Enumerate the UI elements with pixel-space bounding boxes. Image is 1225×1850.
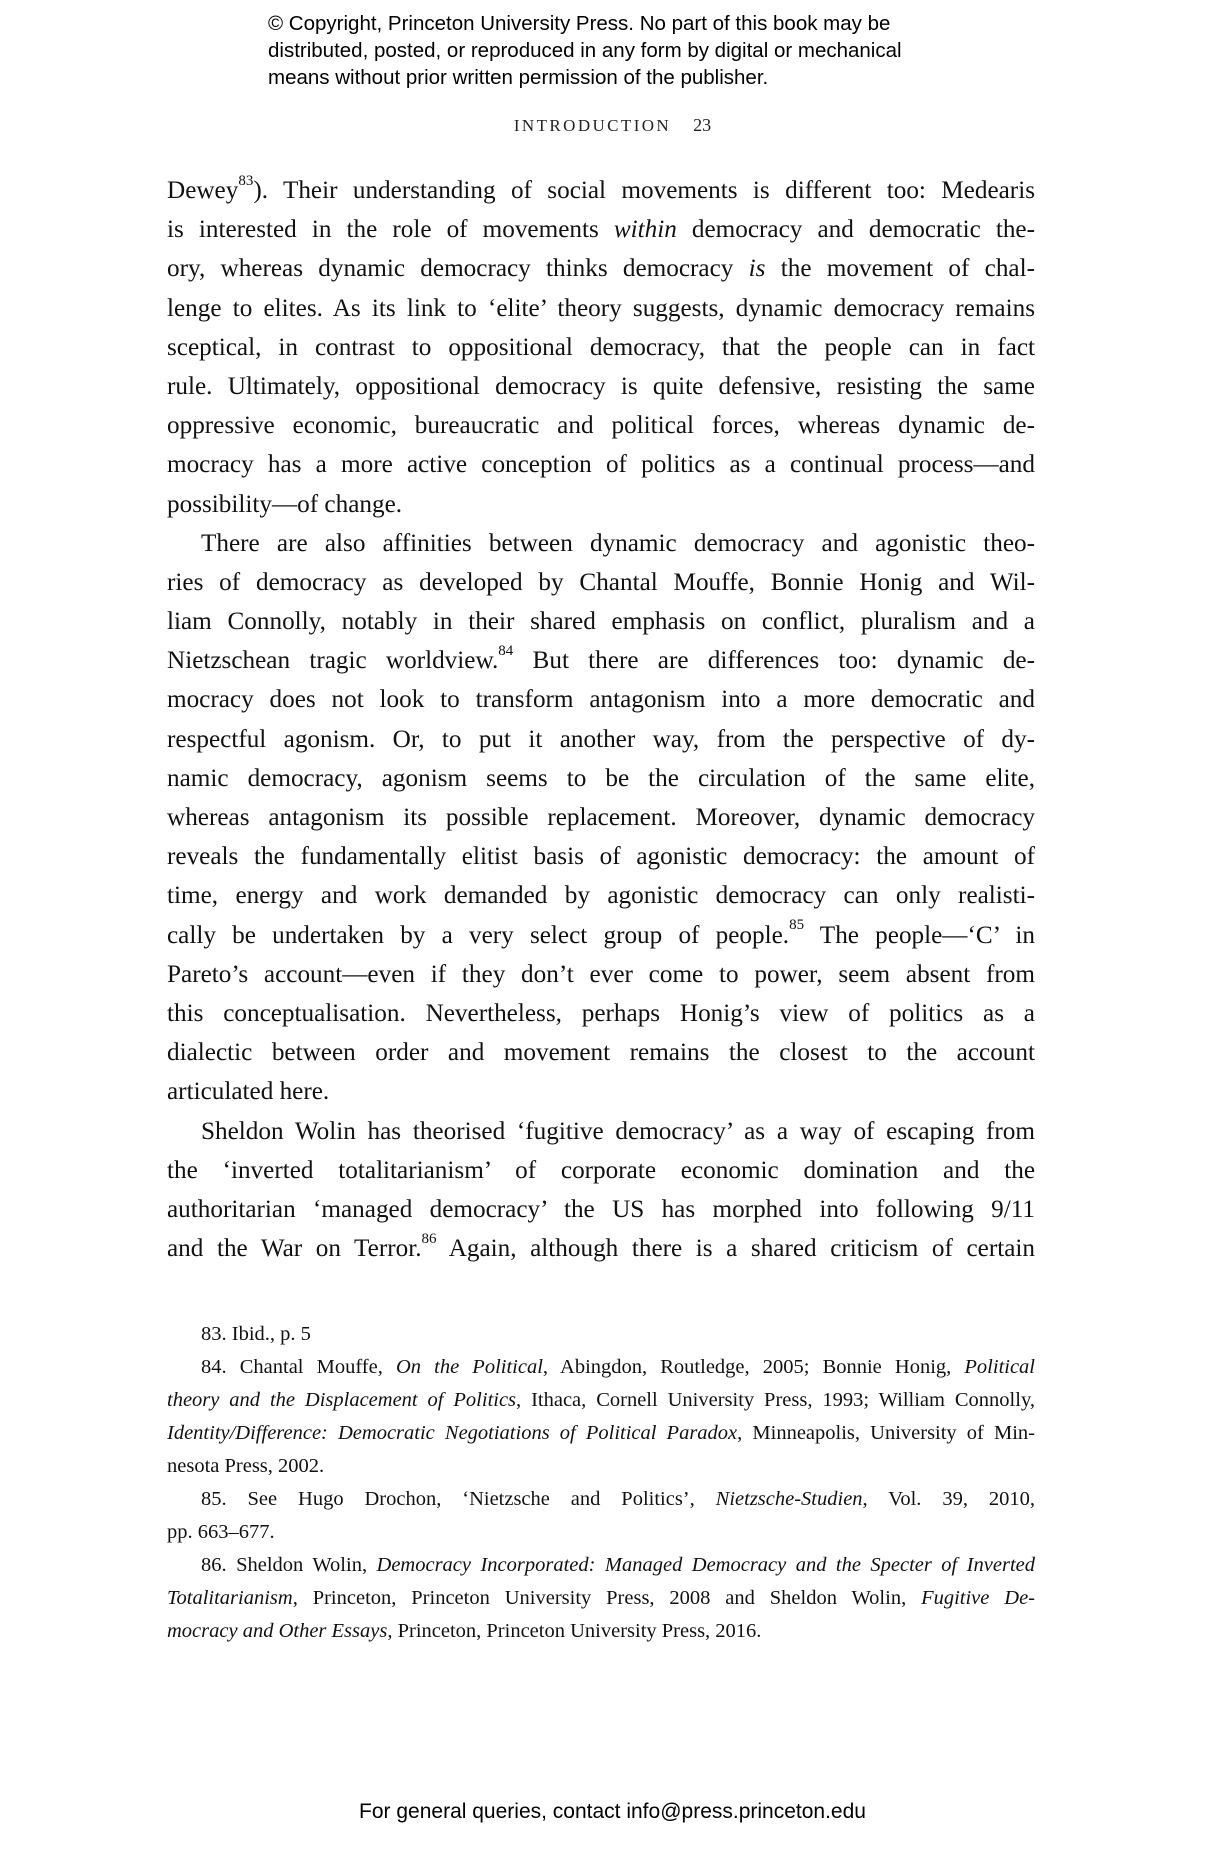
copyright-line: © Copyright, Princeton University Press. No part of this book may be <box>268 12 891 35</box>
text-line: Pareto’s account—even if they don’t ever come to power, seem absent from <box>167 960 1035 988</box>
text-line: this conceptualisation. Nevertheless, perhaps Honig’s view of politics as a <box>167 999 1035 1027</box>
body-text <box>167 171 1035 1268</box>
text-line: respectful agonism. Or, to put it another way, from the perspective of dy- <box>167 725 1035 753</box>
text-line: authoritarian ‘managed democracy’ the US has morphed into following 9/11 <box>167 1195 1035 1223</box>
text-line: mocracy does not look to transform antagonism into a more democratic and <box>167 686 1035 714</box>
text-line: time, energy and work demanded by agonistic democracy can only realisti- <box>167 882 1035 910</box>
text-line: rule. Ultimately, oppositional democracy is quite defensive, resisting the same <box>167 372 1035 400</box>
running-head <box>0 115 1225 136</box>
text-line: Dewey$^{83}$). Their understanding of social movements is different too: Medearis <box>167 172 1035 204</box>
text-line: reveals the fundamentally elitist basis of agonistic democracy: the amount of <box>167 843 1035 871</box>
footnote-line: Identity/Difference: Democratic Negotiations of Political Paradox, Minneapolis, University of Min- <box>167 1422 1035 1444</box>
footnote-line: theory and the Displacement of Politics, Ithaca, Cornell University Press, 1993; William Connolly, <box>167 1389 1035 1411</box>
text-line: possibility—of change. <box>167 490 403 518</box>
text-line: There are also affinities between dynamic democracy and agonistic theo- <box>201 529 1035 557</box>
footnote-84: 84. Chantal Mouffe, On the Political, Abingdon, Routledge, 2005; Bonnie Honig, Political <box>201 1356 1036 1378</box>
footnote-line: mocracy and Other Essays, Princeton, Princeton University Press, 2016. <box>167 1620 762 1642</box>
text-line: sceptical, in contrast to oppositional democracy, that the people can in fact <box>167 333 1035 361</box>
footnote-ref[interactable]: 84 <box>498 642 514 659</box>
copyright-line: distributed, posted, or reproduced in any form by digital or mechanical <box>268 39 902 62</box>
footnote-ref[interactable]: 83 <box>238 172 254 189</box>
text-line: ries of democracy as developed by Chantal Mouffe, Bonnie Honig and Wil- <box>167 568 1035 596</box>
footnote-86: 86. Sheldon Wolin, Democracy Incorporated: Managed Democracy and the Specter of Inverted <box>201 1554 1035 1576</box>
footnote-83: 83. Ibid., p. 5 <box>201 1323 311 1345</box>
text-line: the ‘inverted totalitarianism’ of corporate economic domination and the <box>167 1156 1035 1184</box>
text-line: cally be undertaken by a very select group of people.$^{85}$ The people—‘C’ in <box>167 917 1035 949</box>
text-line: dialectic between order and movement remains the closest to the account <box>167 1039 1035 1067</box>
copyright-line: means without prior written permission of the publisher. <box>268 66 769 89</box>
text-line: liam Connolly, notably in their shared emphasis on conflict, pluralism and a <box>167 608 1035 636</box>
footnote-85: 85. See Hugo Drochon, ‘Nietzsche and Politics’, Nietzsche-Studien, Vol. 39, 2010, <box>201 1488 1035 1510</box>
text-line: oppressive economic, bureaucratic and political forces, whereas dynamic de- <box>167 412 1035 440</box>
section-title: INTRODUCTION <box>513 116 672 135</box>
text-line: is interested in the role of movements within democracy and democratic the- <box>167 216 1035 244</box>
footnote-line: nesota Press, 2002. <box>167 1455 325 1477</box>
page-footer: For general queries, contact info@press.princeton.edu <box>359 1800 866 1823</box>
footnote-line: Totalitarianism, Princeton, Princeton University Press, 2008 and Sheldon Wolin, Fugitive De- <box>167 1587 1035 1609</box>
text-line: whereas antagonism its possible replacement. Moreover, dynamic democracy <box>167 804 1035 831</box>
copyright-notice <box>268 10 1028 91</box>
footnote-ref[interactable]: 85 <box>789 917 805 934</box>
footnotes <box>167 1318 1035 1648</box>
text-line: namic democracy, agonism seems to be the circulation of the same elite, <box>167 764 1035 792</box>
text-line: and the War on Terror.$^{86}$ Again, although there is a shared criticism of certain <box>167 1230 1035 1263</box>
text-line: mocracy has a more active conception of politics as a continual process—and <box>167 451 1035 479</box>
text-line: Sheldon Wolin has theorised ‘fugitive democracy’ as a way of escaping from <box>201 1117 1035 1145</box>
text-line: lenge to elites. As its link to ‘elite’ theory suggests, dynamic democracy remains <box>167 294 1035 322</box>
footnote-line: pp. 663–677. <box>167 1521 275 1543</box>
page-number: 23 <box>693 115 712 135</box>
text-line: Nietzschean tragic worldview.$^{84}$ But there are differences too: dynamic de- <box>167 642 1035 675</box>
text-line: ory, whereas dynamic democracy thinks democracy is the movement of chal- <box>167 255 1035 283</box>
text-line: articulated here. <box>167 1078 330 1106</box>
footnote-ref[interactable]: 86 <box>421 1230 437 1247</box>
